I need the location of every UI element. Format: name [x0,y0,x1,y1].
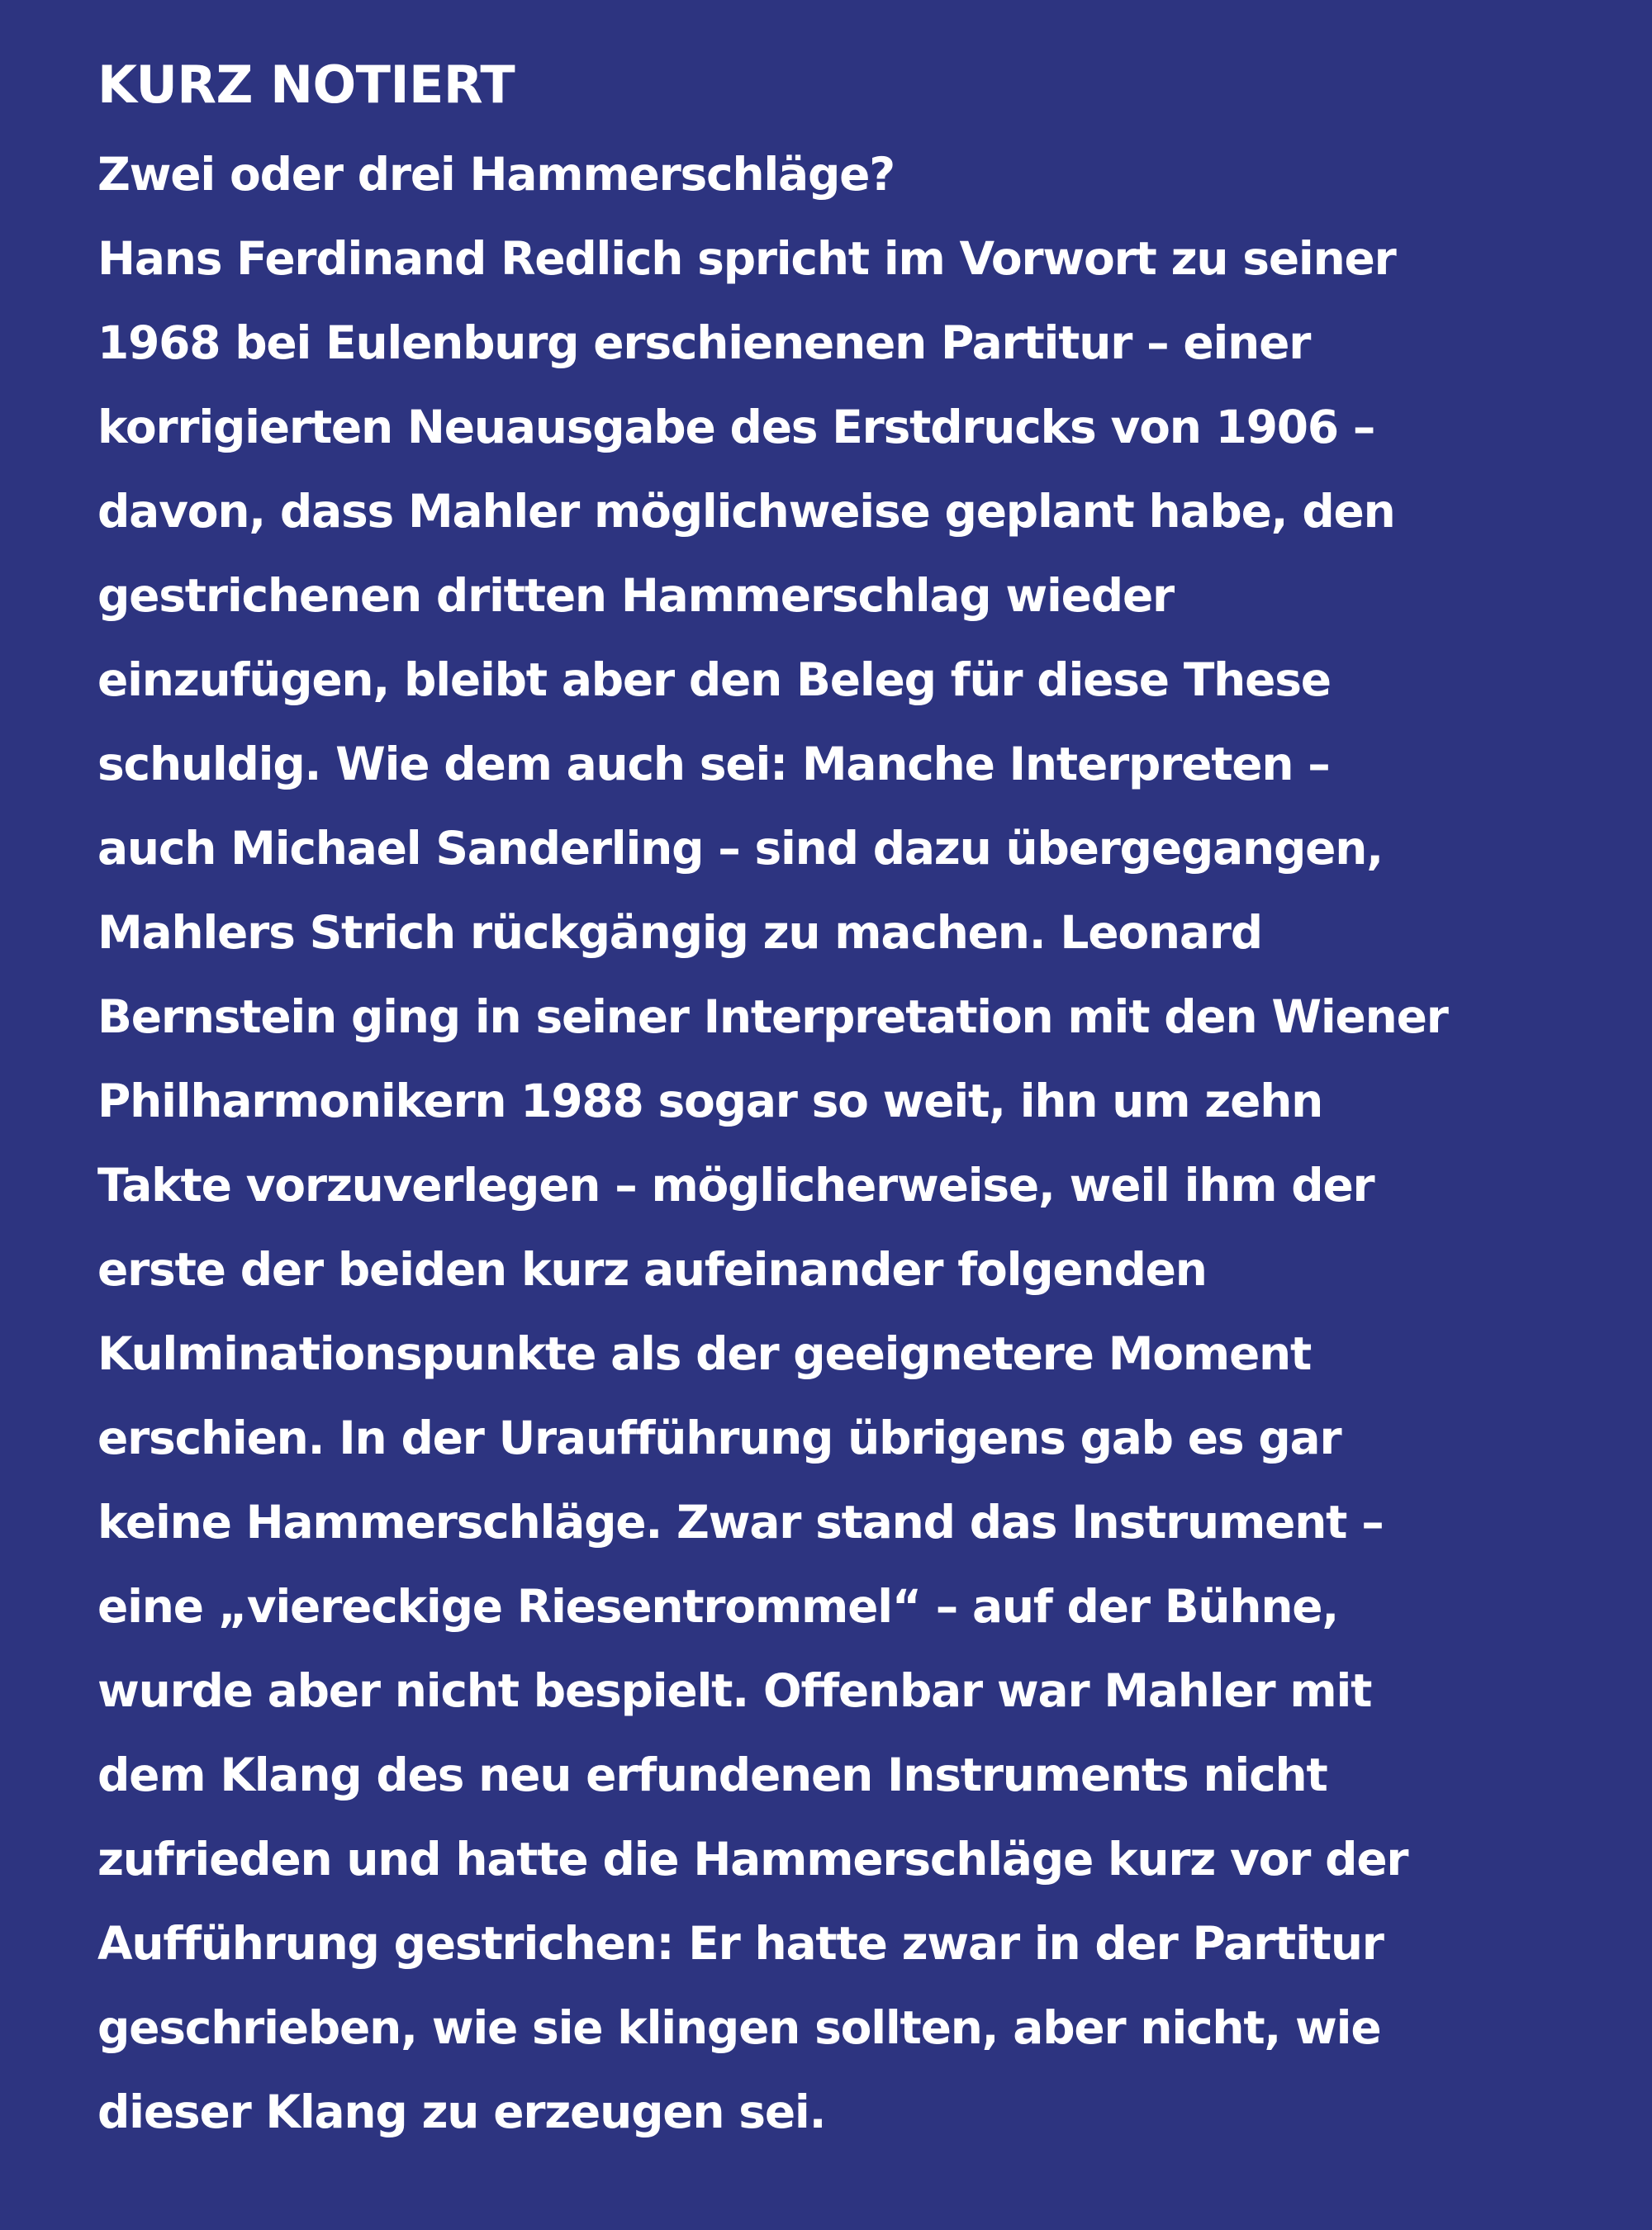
body-line: zufrieden und hatte die Hammerschläge kurz vor der [97,1833,1408,1886]
headline: Zwei oder drei Hammerschläge? [97,148,895,201]
body-line: keine Hammerschläge. Zwar stand das Instrument – [97,1496,1384,1549]
body-line: auch Michael Sanderling – sind dazu übergegangen, [97,822,1383,875]
body-line: erschien. In der Uraufführung übrigens gab es gar [97,1412,1341,1464]
body-line: erste der beiden kurz aufeinander folgenden [97,1243,1207,1296]
body-line: davon, dass Mahler möglichweise geplant habe, den [97,485,1395,538]
body-line: Mahlers Strich rückgängig zu machen. Leonard [97,906,1262,959]
body-line: schuldig. Wie dem auch sei: Manche Interpreten – [97,738,1330,790]
body-line: Takte vorzuverlegen – möglicherweise, weil ihm der [97,1159,1374,1212]
body-line: einzufügen, bleibt aber den Beleg für diese These [97,653,1331,706]
body-line: dieser Klang zu erzeugen sei. [97,2085,826,2138]
body-line: wurde aber nicht bespielt. Offenbar war Mahler mit [97,1664,1372,1717]
body-text [97,216,1568,2154]
body-line: Bernstein ging in seiner Interpretation mit den Wiener [97,990,1448,1043]
body-line: Philharmonikern 1988 sogar so weit, ihn um zehn [97,1075,1323,1127]
info-box [97,51,1568,2154]
body-line: eine „viereckige Riesentrommel“ – auf der Bühne, [97,1580,1339,1633]
body-line: 1968 bei Eulenburg erschienenen Partitur – einer [97,316,1311,369]
body-line: gestrichenen dritten Hammerschlag wieder [97,569,1174,622]
body-line: dem Klang des neu erfundenen Instruments nicht [97,1748,1327,1801]
body-line: Hans Ferdinand Redlich spricht im Vorwort zu seiner [97,232,1396,285]
section-label: KURZ NOTIERT [97,55,515,115]
body-line: Kulminationspunkte als der geeignetere Moment [97,1327,1312,1380]
body-line: geschrieben, wie sie klingen sollten, aber nicht, wie [97,2001,1381,2054]
body-line: Aufführung gestrichen: Er hatte zwar in der Partitur [97,1917,1384,1970]
body-line: korrigierten Neuausgabe des Erstdrucks von 1906 – [97,401,1375,453]
